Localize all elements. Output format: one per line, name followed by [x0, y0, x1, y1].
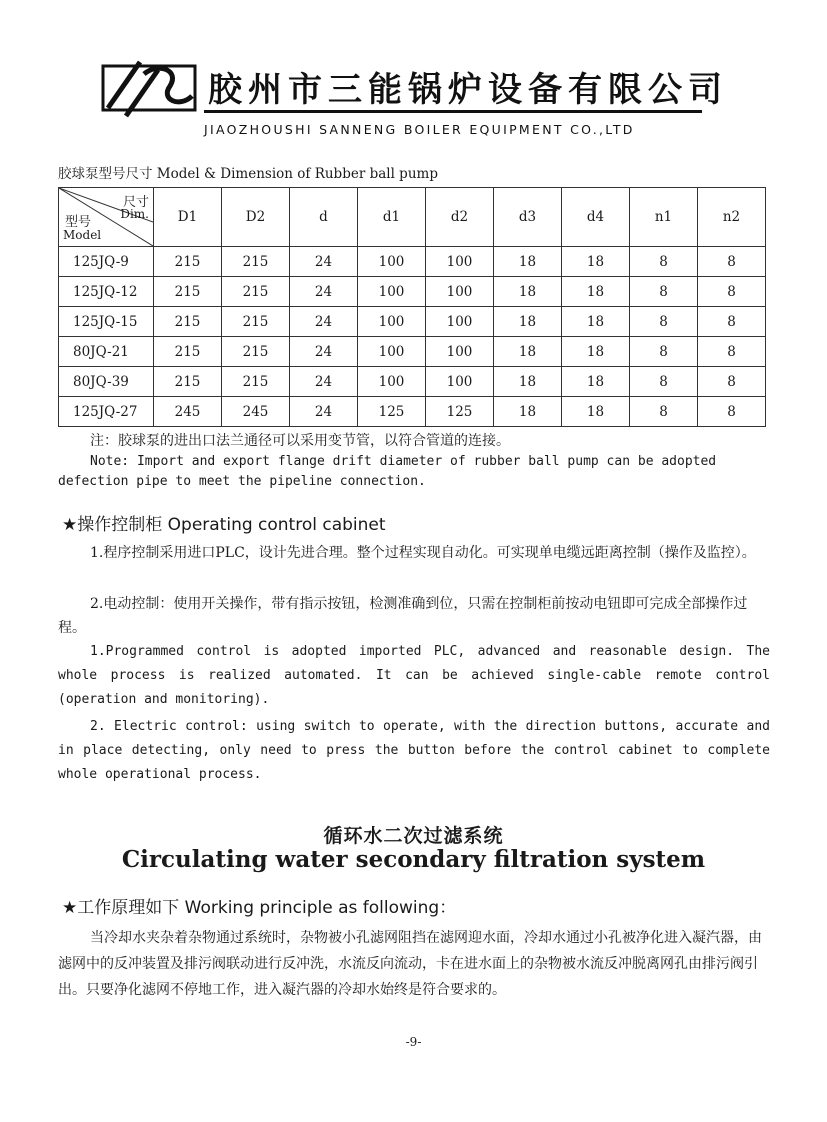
table-cell: 245	[222, 397, 290, 427]
table-row	[59, 247, 766, 277]
table-header-row	[59, 188, 766, 247]
table-cell: 125	[358, 397, 426, 427]
column-header: n1	[630, 188, 698, 247]
column-header: n2	[698, 188, 766, 247]
table-cell: 215	[222, 307, 290, 337]
table-cell: 18	[562, 367, 630, 397]
table-cell: 8	[698, 277, 766, 307]
table-row	[59, 277, 766, 307]
company-name-en: JIAOZHOUSHI SANNENG BOILER EQUIPMENT CO.,LTD	[204, 122, 635, 137]
table-cell: 18	[562, 397, 630, 427]
corner-model-en: Model	[63, 228, 102, 242]
table-row	[59, 397, 766, 427]
column-header: d3	[494, 188, 562, 247]
table-cell: 8	[698, 397, 766, 427]
table-cell: 8	[698, 367, 766, 397]
cabinet-paragraph-2-cn: 2.电动控制：使用开关操作，带有指示按钮，检测准确到位，只需在控制柜前按动电钮即可完成全部操作过程。	[58, 596, 748, 636]
model-cell: 80JQ-21	[59, 337, 154, 367]
table-cell: 215	[154, 277, 222, 307]
table-cell: 24	[290, 247, 358, 277]
corner-dim-en: Dim.	[120, 207, 149, 221]
table-cell: 8	[630, 337, 698, 367]
letterhead	[100, 56, 728, 146]
model-cell: 125JQ-27	[59, 397, 154, 427]
table-cell: 100	[358, 277, 426, 307]
table-cell: 18	[562, 277, 630, 307]
company-logo-icon	[100, 56, 198, 124]
note-cn: 注：胶球泵的进出口法兰通径可以采用变节管，以符合管道的连接。	[90, 433, 510, 449]
table-cell: 215	[222, 367, 290, 397]
table-cell: 8	[698, 307, 766, 337]
table-cell: 245	[154, 397, 222, 427]
table-cell: 18	[562, 307, 630, 337]
column-header: d2	[426, 188, 494, 247]
table-cell: 24	[290, 337, 358, 367]
corner-model-cn: 型号	[65, 215, 92, 230]
column-header: D2	[222, 188, 290, 247]
company-name-cn: 胶州市三能锅炉设备有限公司	[208, 70, 728, 110]
working-principle-body: 当冷却水夹杂着杂物通过系统时，杂物被小孔滤网阻挡在滤网迎水面，冷却水通过小孔被净化进入凝汽器，由滤网中的反冲装置及排污阀联动进行反冲洗，水流反向流动，卡在进水面上的杂物被水流反冲脱离网孔由排污阀引出。只要净化滤网不停地工作，进入凝汽器的冷却水始终是符合要求的。	[58, 930, 762, 998]
table-cell: 18	[494, 397, 562, 427]
table-cell: 100	[426, 307, 494, 337]
table-cell: 24	[290, 307, 358, 337]
table-cell: 215	[154, 337, 222, 367]
table-cell: 100	[358, 337, 426, 367]
cabinet-heading: ★操作控制柜 Operating control cabinet	[62, 515, 386, 535]
table-cell: 100	[358, 247, 426, 277]
dimension-table	[58, 187, 766, 427]
table-cell: 215	[222, 277, 290, 307]
working-principle-heading: ★工作原理如下 Working principle as following：	[62, 898, 457, 918]
table-cell: 215	[154, 367, 222, 397]
column-header: d	[290, 188, 358, 247]
table-cell: 18	[494, 367, 562, 397]
table-cell: 8	[630, 397, 698, 427]
table-cell: 215	[222, 247, 290, 277]
table-cell: 18	[562, 247, 630, 277]
corner-dim-cn: 尺寸	[122, 195, 149, 210]
header-divider	[204, 110, 702, 113]
column-header: d1	[358, 188, 426, 247]
table-cell: 100	[358, 367, 426, 397]
table-row	[59, 337, 766, 367]
table-cell: 8	[630, 277, 698, 307]
table-cell: 215	[154, 247, 222, 277]
table-row	[59, 367, 766, 397]
model-cell: 80JQ-39	[59, 367, 154, 397]
table-cell: 100	[426, 277, 494, 307]
table-cell: 215	[222, 337, 290, 367]
table-cell: 18	[494, 337, 562, 367]
table-caption: 胶球泵型号尺寸 Model & Dimension of Rubber ball pump	[58, 166, 438, 182]
table-cell: 100	[426, 367, 494, 397]
table-cell: 125	[426, 397, 494, 427]
table-cell: 8	[698, 337, 766, 367]
cabinet-paragraph-1-en: 1.Programmed control is adopted imported PLC, advanced and reasonable design. The whole process is realized automated. It can be achieved single-cable remote control (operation and monitoring).	[58, 644, 770, 707]
cabinet-paragraph-2-en: 2. Electric control: using switch to operate, with the direction buttons, accurate and in place detecting, only need to press the button before the control cabinet to complete whole operational process.	[58, 719, 770, 782]
table-cell: 18	[494, 277, 562, 307]
filtration-title-en: Circulating water secondary filtration system	[121, 846, 706, 873]
filtration-title-cn: 循环水二次过滤系统	[323, 825, 504, 847]
table-cell: 24	[290, 397, 358, 427]
model-cell: 125JQ-9	[59, 247, 154, 277]
table-cell: 100	[426, 337, 494, 367]
table-cell: 18	[494, 307, 562, 337]
table-cell: 24	[290, 367, 358, 397]
table-cell: 8	[630, 247, 698, 277]
table-corner-cell	[59, 188, 154, 247]
table-cell: 8	[630, 307, 698, 337]
model-cell: 125JQ-15	[59, 307, 154, 337]
model-cell: 125JQ-12	[59, 277, 154, 307]
table-cell: 18	[562, 337, 630, 367]
table-cell: 8	[630, 367, 698, 397]
page-number: -9-	[405, 1035, 422, 1049]
table-cell: 8	[698, 247, 766, 277]
table-cell: 18	[494, 247, 562, 277]
table-cell: 215	[154, 307, 222, 337]
note-en: Note: Import and export flange drift diameter of rubber ball pump can be adopted defection pipe to meet the pipeline connection.	[58, 454, 717, 489]
table-cell: 100	[426, 247, 494, 277]
column-header: D1	[154, 188, 222, 247]
table-cell: 100	[358, 307, 426, 337]
table-row	[59, 307, 766, 337]
cabinet-paragraph-1-cn: 1.程序控制采用进口PLC，设计先进合理。整个过程实现自动化。可实现单电缆远距离控制（操作及监控）。	[90, 545, 756, 561]
column-header: d4	[562, 188, 630, 247]
table-cell: 24	[290, 277, 358, 307]
